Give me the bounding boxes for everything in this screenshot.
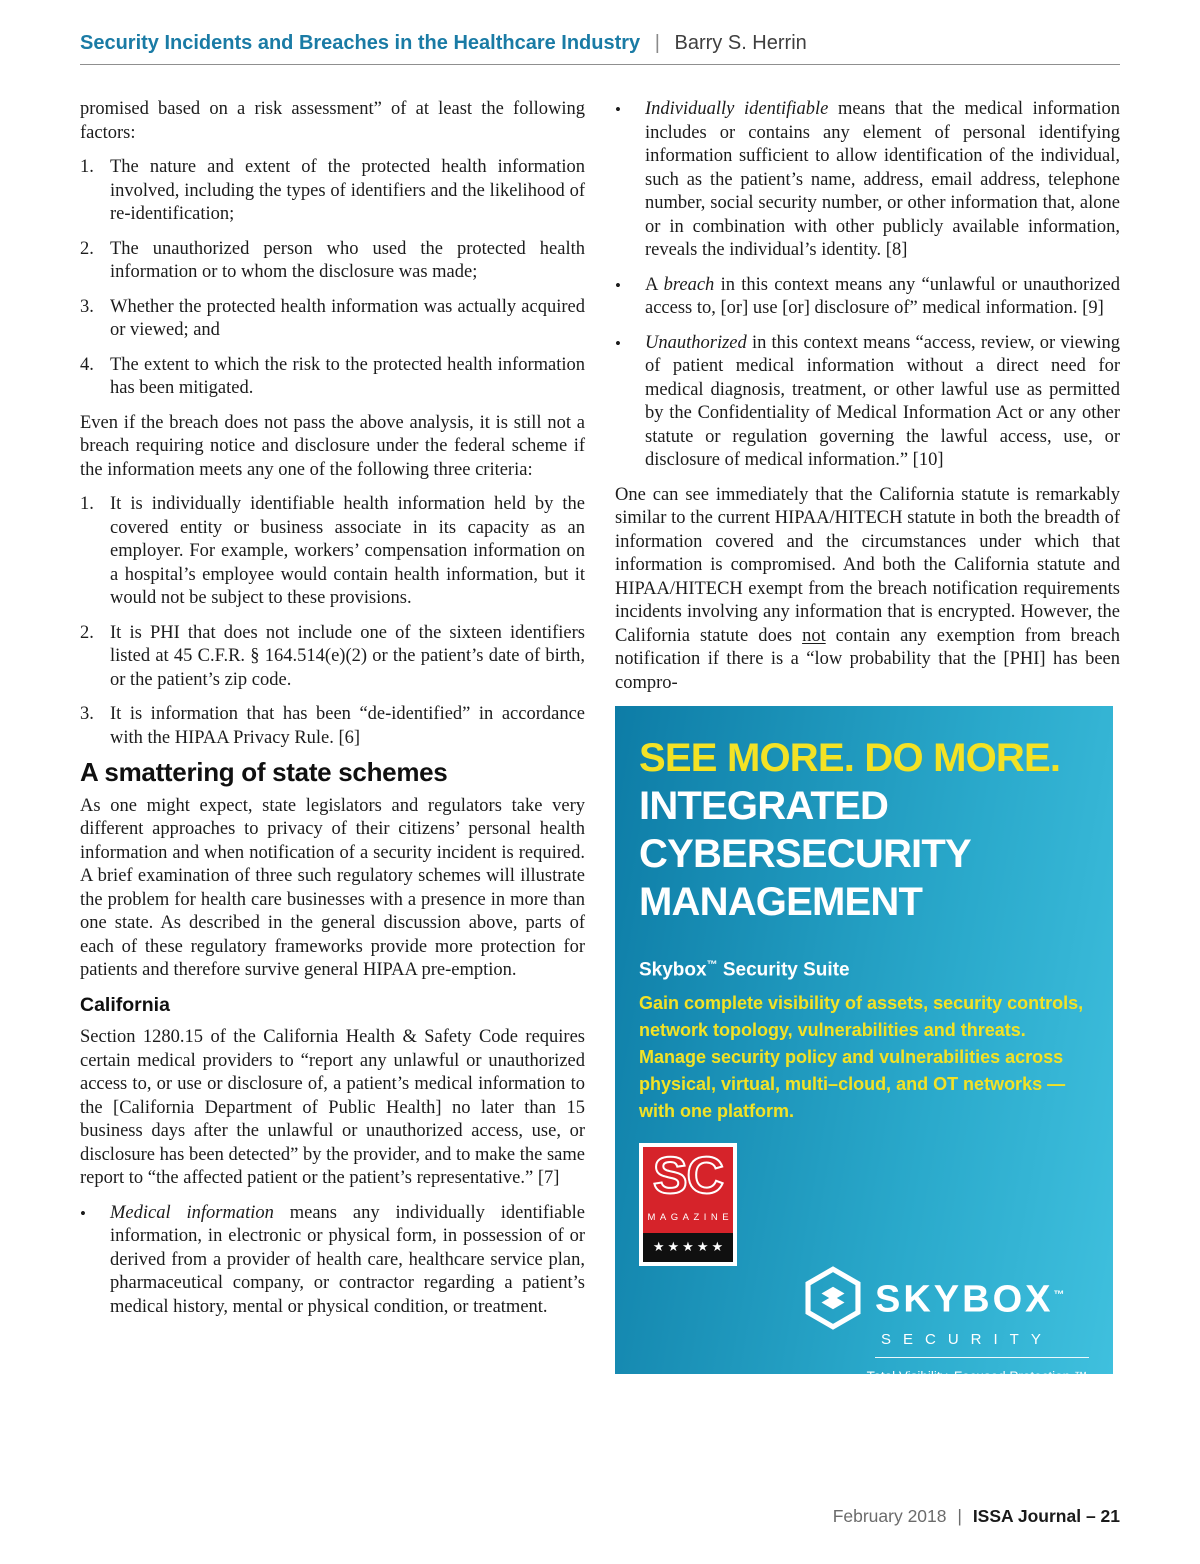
paragraph-text: One can see immediately that the California statute is remarkably similar to the current HIPAA/HITECH statute in both the breadth of information covered and the circumstances under which that information is compromised. And both the California statute and HIPAA/HITECH exempt from the breach notification requirements incidents involving any information that is encrypted. However, the California statute does: [615, 484, 1120, 646]
ad-body-copy: Gain complete visibility of assets, security controls, network topology, vulnerabilities and threats. Manage security policy and vulnerabilities across physical, virtual, multi–cloud, and OT networks — with one platform.: [639, 992, 1084, 1121]
section-heading-state-schemes: A smattering of state schemes: [80, 757, 448, 787]
header-separator: |: [654, 32, 660, 54]
list-item-text: The nature and extent of the protected health information involved, including the types of identifiers and the likelihood of re-identification;: [110, 157, 585, 224]
list-item-text: Whether the protected health information was actually acquired or viewed; and: [110, 296, 585, 340]
brand-tagline: Total Visibility. Focused Protection.™: [866, 1369, 1088, 1385]
definition-text: means that the medical information includes or contains any element of personal identifying information sufficient to allow identification of the individual, such as the patient’s name, address, email address, telephone number, social security number, or other information that, alone or in combination with other publicly available information, reveals the individual’s identity. [8]: [645, 99, 1120, 260]
article-title: Security Incidents and Breaches in the Healthcare Industry: [80, 32, 641, 54]
list-item: [80, 703, 585, 750]
ad-headline-line: MANAGEMENT: [639, 880, 923, 924]
list-item-text: [110, 1202, 585, 1320]
skybox-website-url: www.skyboxsecurity.com: [801, 1405, 1115, 1434]
definition-text: means any individually identifiable information, in electronic or physical form, in possession of or derived from a provider of health care, healthcare service plan, pharmaceutical company, or contractor regarding a patient’s medical history, mental or physical condition, or treatment.: [110, 1202, 585, 1317]
list-number: 3.: [80, 296, 94, 317]
criteria-list: [80, 493, 585, 750]
bullet-glyph: •: [615, 333, 621, 353]
footer-separator: |: [957, 1506, 962, 1526]
ad-headline: [639, 734, 1089, 926]
risk-factors-list: [80, 156, 585, 401]
definition-list: [615, 98, 1120, 473]
brand-divider: [875, 1357, 1089, 1358]
right-column: [615, 98, 1120, 1434]
list-item: [615, 98, 1120, 263]
skybox-brand-block: [801, 1266, 1115, 1434]
list-item-text: [645, 332, 1120, 473]
list-item-text: It is information that has been “de-identified” in accordance with the HIPAA Privacy Rule. [6]: [110, 704, 585, 748]
paragraph-text: contain any exemption from breach notification if there is a “low probability that the [PHI] has been compro-: [615, 625, 1120, 693]
list-number: 1.: [80, 494, 94, 514]
footer-journal-page: ISSA Journal – 21: [972, 1506, 1120, 1526]
list-item: [80, 1202, 585, 1320]
subsection-heading-california: California: [80, 993, 170, 1016]
list-item-text: It is individually identifiable health information held by the covered entity or business associate in its capacity as an employer. For example, workers’ compensation information on a hospital’s employee would contain health information, but it would not be subject to these provisions.: [110, 494, 585, 608]
lead-in-text: A: [645, 274, 664, 295]
list-number: 2.: [80, 622, 94, 643]
list-item-text: The extent to which the risk to the protected health information has been mitigated.: [110, 354, 585, 398]
sc-magazine-label: MAGAZINE: [643, 1205, 733, 1234]
list-item: [80, 238, 585, 285]
defined-term: Unauthorized: [645, 332, 747, 353]
list-number: 4.: [80, 354, 94, 375]
trademark-symbol: ™: [706, 959, 718, 971]
article-author: Barry S. Herrin: [674, 32, 807, 54]
product-brand: Skybox: [639, 959, 707, 981]
list-item: [615, 332, 1120, 473]
list-item-text: The unauthorized person who used the protected health information or to whom the disclosure was made;: [110, 238, 585, 282]
skybox-logo-row: [801, 1266, 1089, 1330]
list-item: [80, 622, 585, 693]
ad-headline-line: CYBERSECURITY: [639, 832, 971, 876]
bullet-glyph: •: [80, 1203, 86, 1223]
list-item: [80, 156, 585, 227]
article-header: [80, 32, 1120, 55]
list-number: 2.: [80, 238, 94, 259]
list-item-text: It is PHI that does not include one of the sixteen identifiers listed at 45 C.F.R. § 164.514(e)(2) or the patient’s date of birth, or the patient’s zip code.: [110, 622, 585, 690]
ad-product-name: [639, 954, 1089, 982]
state-schemes-paragraph: As one might expect, state legislators and regulators take very different approaches to privacy of their citizens’ personal health information and when notification of a security incident is required. A brief examination of three such regulatory schemes will illustrate the problem for health care businesses with a presence in more than one state. As described in the general discussion above, parts of each of these regulatory frameworks provide more protection for patients and therefore survive general HIPAA pre-emption.: [80, 795, 585, 980]
article-body: [80, 98, 1120, 1434]
ad-headline-line: INTEGRATED: [639, 784, 889, 828]
list-item: [80, 354, 585, 401]
california-definition-list: [80, 1202, 585, 1320]
brand-divider: [801, 1398, 1089, 1399]
list-item: [615, 274, 1120, 321]
defined-term: Individually identifiable: [645, 99, 829, 119]
left-column: [80, 98, 585, 1374]
defined-term: Medical information: [110, 1202, 274, 1223]
definition-text: in this context means any “unlawful or unauthorized access to, [or] use [or] disclosure of” medical information. [9]: [645, 274, 1120, 318]
skybox-wordmark: [875, 1278, 1068, 1321]
trademark-symbol: ™: [1053, 1288, 1068, 1301]
product-suffix: Security Suite: [717, 959, 850, 981]
list-item: [80, 493, 585, 611]
analysis-paragraph: [615, 484, 1120, 696]
bullet-glyph: •: [615, 275, 621, 295]
emphasized-word: not: [802, 625, 826, 646]
ad-headline-yellow: SEE MORE. DO MORE.: [639, 736, 1061, 780]
sc-magazine-badge: [639, 1143, 737, 1266]
skybox-hexagon-icon: [801, 1266, 865, 1330]
five-star-rating: ★★★★★: [643, 1233, 733, 1262]
list-number: 1.: [80, 157, 94, 177]
defined-term: breach: [663, 274, 715, 295]
list-item-text: [645, 98, 1120, 263]
security-wordmark: SECURITY: [881, 1330, 1053, 1348]
brand-text: SKYBOX: [875, 1278, 1054, 1321]
list-item: [80, 296, 585, 343]
page-footer: [833, 1506, 1120, 1527]
list-number: 3.: [80, 704, 94, 724]
skybox-advertisement: [615, 706, 1115, 1434]
footer-issue-date: February 2018: [832, 1506, 947, 1526]
continuation-paragraph: promised based on a risk assessment” of at least the following factors:: [80, 99, 585, 143]
bullet-glyph: •: [615, 100, 621, 119]
header-divider: [80, 64, 1120, 65]
list-item-text: [645, 274, 1120, 321]
definition-text: in this context means “access, review, or viewing of patient medical information without a direct need for medical diagnosis, treatment, or other lawful use as permitted by the Confidentiality of Medical Information Act or any other statute or regulation governing the lawful access, use, or disclosure of medical information.” [10]: [645, 332, 1120, 470]
california-paragraph: Section 1280.15 of the California Health & Safety Code requires certain medical providers to “report any unlawful or unauthorized access to, or use or disclosure of, a patient’s medical information to the [California Department of Public Health] no later than 15 business days after the unlawful or unauthorized access, use, or disclosure has been detected” by the provider, and to make the same report to “the affected patient or the patient’s representative.” [7]: [80, 1027, 585, 1188]
sc-magazine-logo: SC: [643, 1147, 733, 1205]
criteria-intro-paragraph: Even if the breach does not pass the above analysis, it is still not a breach requiring notice and disclosure under the federal scheme if the information meets any one of the following three criteria:: [80, 412, 585, 480]
